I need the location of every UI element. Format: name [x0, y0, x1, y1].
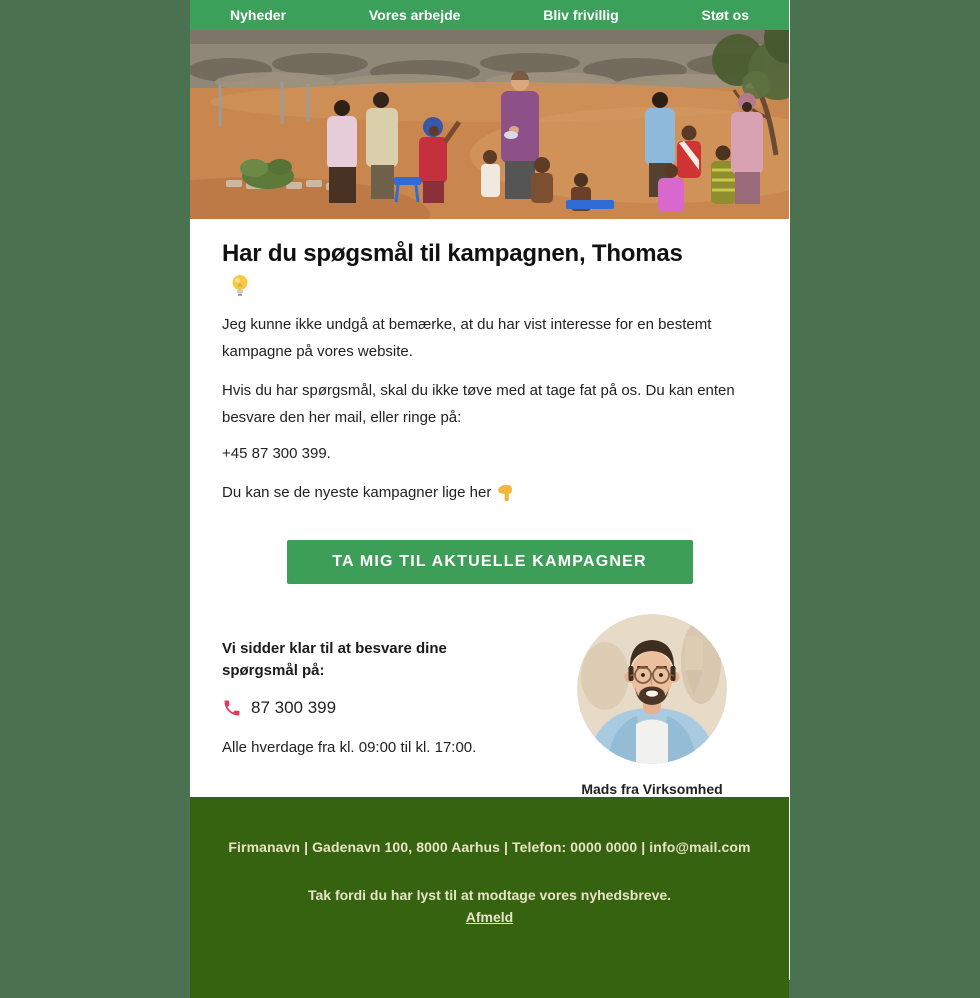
cta-line: [222, 479, 757, 506]
nav-item-bliv-frivillig[interactable]: Bliv frivillig: [543, 7, 619, 23]
avatar-illustration: [577, 614, 727, 764]
footer-address-line: Firmanavn | Gadenavn 100, 8000 Aarhus | Telefon: 0000 0000 | info@mail.com: [228, 839, 751, 855]
email-main-content: [190, 219, 789, 797]
phone-line: +45 87 300 399.: [222, 445, 331, 462]
page-title: [222, 239, 757, 299]
contact-info: [222, 614, 557, 797]
avatar-caption: Mads fra Virksomhed: [581, 781, 723, 797]
nav-item-nyheder[interactable]: Nyheder: [230, 7, 287, 23]
nav-item-vores-arbejde[interactable]: Vores arbejde: [368, 7, 461, 23]
contact-phone-row: [222, 698, 557, 718]
avatar: [577, 614, 727, 764]
email-body: [190, 0, 790, 980]
unsubscribe-link[interactable]: Afmeld: [465, 909, 514, 925]
light-bulb-icon: [228, 273, 252, 299]
nav-item-stot-os[interactable]: Støt os: [701, 7, 749, 23]
contact-phone-number: 87 300 399: [251, 698, 337, 717]
paragraph-questions: Hvis du har spørgsmål, skal du ikke tøve med at tage fat på os. Du kan enten besvare den her mail, eller ringe på:: [222, 382, 735, 426]
button-row: [222, 540, 757, 584]
pointing-down-icon: [497, 483, 515, 503]
opening-hours: Alle hverdage fra kl. 09:00 til kl. 17:00.: [222, 739, 477, 756]
profile-card: [557, 614, 747, 797]
hero-image: [190, 30, 789, 219]
hero-photo-illustration: [190, 30, 789, 219]
top-nav: [190, 0, 789, 30]
campaigns-cta-button[interactable]: TA MIG TIL AKTUELLE KAMPAGNER: [287, 540, 693, 584]
footer-thanks-line: Tak fordi du har lyst til at modtage vores nyhedsbreve.: [307, 887, 672, 903]
email-footer: [190, 797, 789, 998]
phone-receiver-icon: [222, 698, 242, 718]
contact-heading: Vi sidder klar til at besvare dine spørgsmål på:: [222, 640, 447, 679]
heading-text: Har du spøgsmål til kampagnen, Thomas: [222, 240, 683, 267]
paragraph-interest: Jeg kunne ikke undgå at bemærke, at du har vist interesse for en bestemt kampagne på vores website.: [222, 316, 712, 360]
cta-line-text: Du kan se de nyeste kampagner lige her: [222, 484, 492, 501]
contact-section: [222, 614, 757, 797]
